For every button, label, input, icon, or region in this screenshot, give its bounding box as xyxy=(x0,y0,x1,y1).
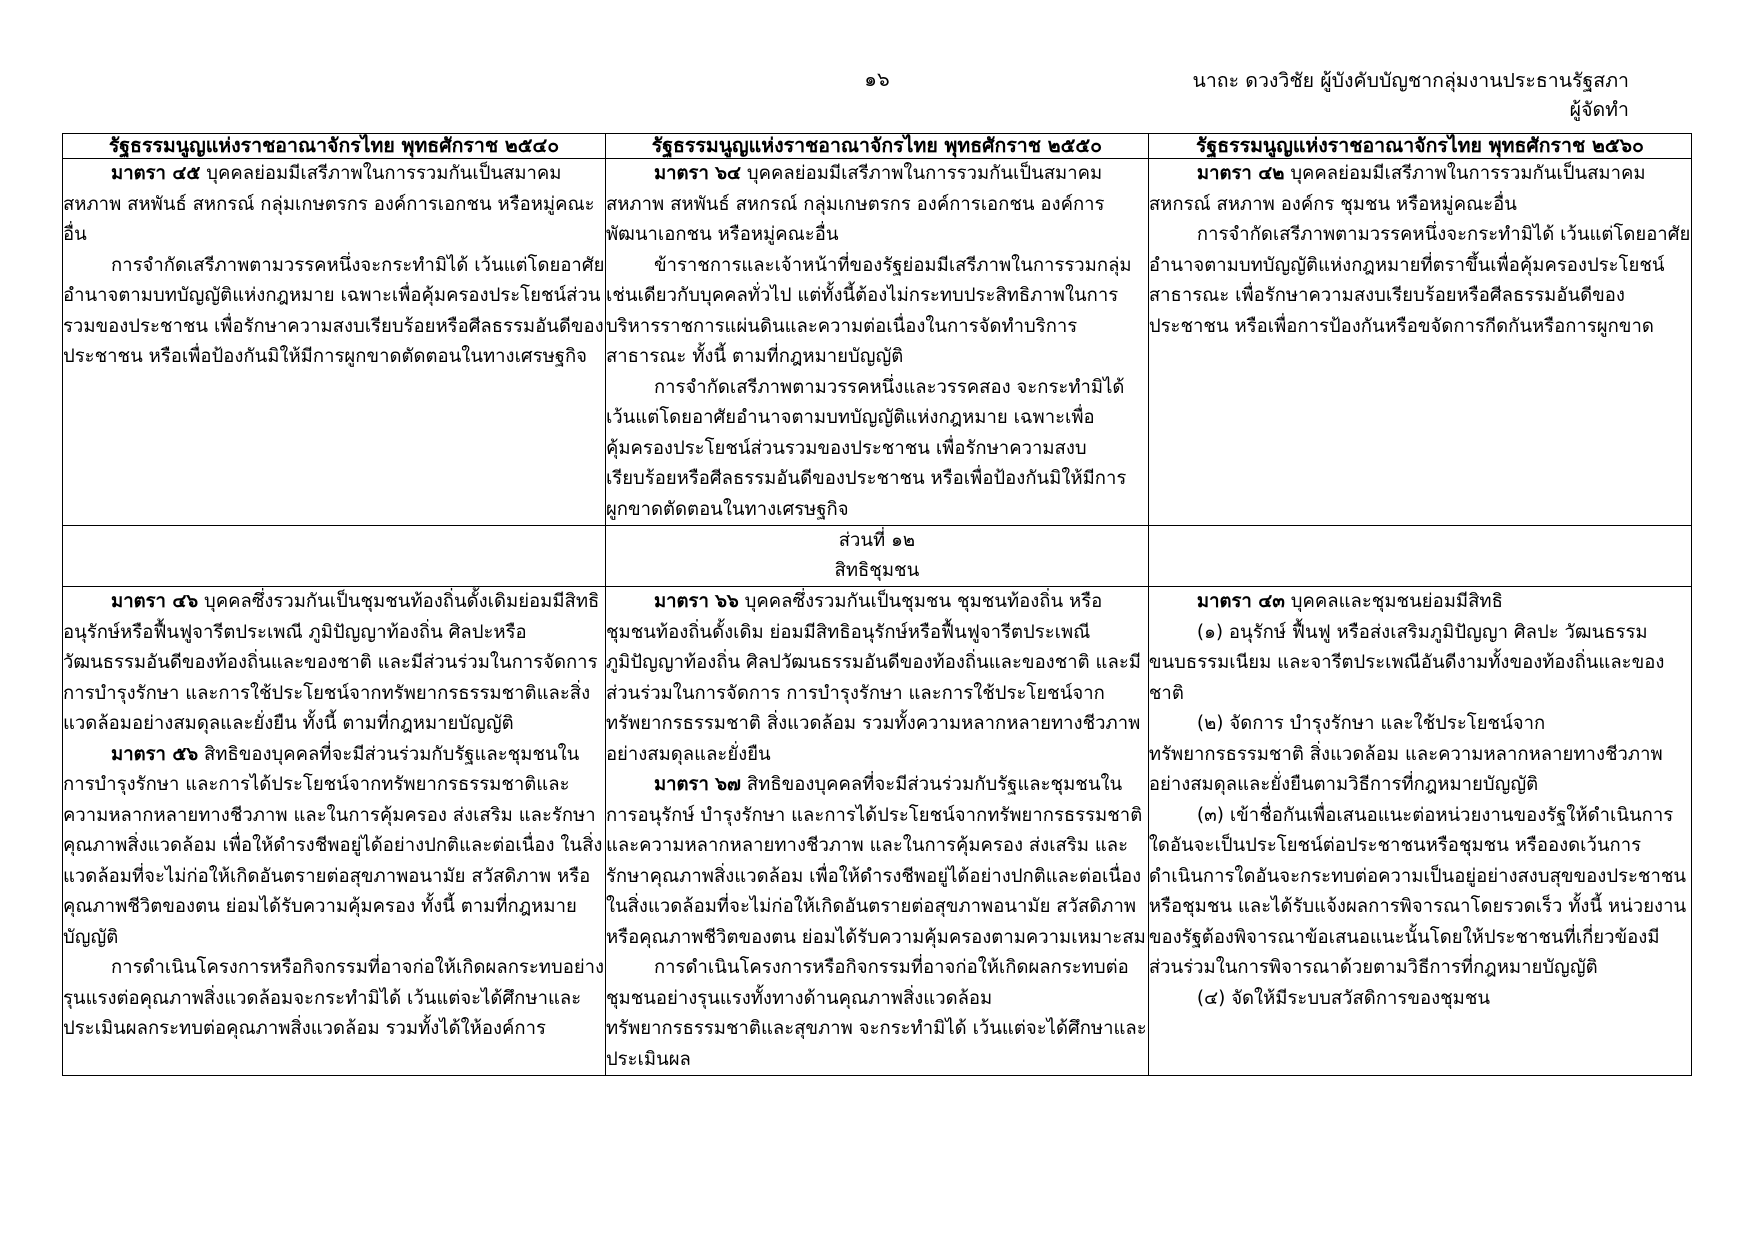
author-name: นาถะ ดวงวิชัย ผู้บังคับบัญชากลุ่มงานประธานรัฐสภา xyxy=(1192,69,1629,92)
section-divider-line-2: สิทธิชุมชน xyxy=(834,560,920,581)
table-row-section-divider xyxy=(63,526,1692,587)
cell-empty-left xyxy=(63,526,606,587)
author-block xyxy=(1193,66,1629,124)
author-role: ผู้จัดทำ xyxy=(1569,98,1629,121)
section-divider-line-1: ส่วนที่ ๑๒ xyxy=(838,530,916,551)
table-row xyxy=(63,159,1692,526)
page-number: ๑๖ xyxy=(864,67,890,91)
cell-2560-section-43: มาตรา ๔๓ บุคคลและชุมชนย่อมมีสิทธิ (๑) อนุรักษ์ ฟื้นฟู หรือส่งเสริมภูมิปัญญา ศิลปะ วัฒนธรรม ขนบธรรมเนียม และจารีตประเพณีอันดีงามทั้งของท้องถิ่นและของชาติ (๒) จัดการ บำรุงรักษา และใช้ประโยชน์จากทรัพยากรธรรมชาติ สิ่งแวดล้อม และความหลากหลายทางชีวภาพอย่างสมดุลและยั่งยืนตามวิธีการที่กฎหมายบัญญัติ (๓) เข้าชื่อกันเพื่อเสนอแนะต่อหน่วยงานของรัฐให้ดำเนินการใดอันจะเป็นประโยชน์ต่อประชาชนหรือชุมชน หรือองดเว้นการดำเนินการใดอันจะกระทบต่อความเป็นอยู่อย่างสงบสุขของประชาชนหรือชุมชน และได้รับแจ้งผลการพิจารณาโดยรวดเร็ว ทั้งนี้ หน่วยงานของรัฐต้องพิจารณาข้อเสนอแนะนั้นโดยให้ประชาชนที่เกี่ยวข้องมีส่วนร่วมในการพิจารณาด้วยตามวิธีการที่กฎหมายบัญญัติ (๔) จัดให้มีระบบสวัสดิการของชุมชน xyxy=(1148,587,1691,1076)
cell-2550-section-66: มาตรา ๖๖ บุคคลซึ่งรวมกันเป็นชุมชน ชุมชนท้องถิ่น หรือชุมชนท้องถิ่นดั้งเดิม ย่อมมีสิทธิอนุรักษ์หรือฟื้นฟูจารีตประเพณี ภูมิปัญญาท้องถิ่น ศิลปวัฒนธรรมอันดีของท้องถิ่นและของชาติ และมีส่วนร่วมในการจัดการ การบำรุงรักษา และการใช้ประโยชน์จากทรัพยากรธรรมชาติ สิ่งแวดล้อม รวมทั้งความหลากหลายทางชีวภาพอย่างสมดุลและยั่งยืน มาตรา ๖๗ สิทธิของบุคคลที่จะมีส่วนร่วมกับรัฐและชุมชนในการอนุรักษ์ บำรุงรักษา และการได้ประโยชน์จากทรัพยากรธรรมชาติและความหลากหลายทางชีวภาพ และในการคุ้มครอง ส่งเสริม และรักษาคุณภาพสิ่งแวดล้อม เพื่อให้ดำรงชีพอยู่ได้อย่างปกติและต่อเนื่องในสิ่งแวดล้อมที่จะไม่ก่อให้เกิดอันตรายต่อสุขภาพอนามัย สวัสดิภาพ หรือคุณภาพชีวิตของตน ย่อมได้รับความคุ้มครองตามความเหมาะสม การดำเนินโครงการหรือกิจกรรมที่อาจก่อให้เกิดผลกระทบต่อชุมชนอย่างรุนแรงทั้งทางด้านคุณภาพสิ่งแวดล้อม ทรัพยากรธรรมชาติและสุขภาพ จะกระทำมิได้ เว้นแต่จะได้ศึกษาและประเมินผล xyxy=(605,587,1148,1076)
cell-2540-section-46: มาตรา ๔๖ บุคคลซึ่งรวมกันเป็นชุมชนท้องถิ่นดั้งเดิมย่อมมีสิทธิอนุรักษ์หรือฟื้นฟูจารีตประเพณี ภูมิปัญญาท้องถิ่น ศิลปะหรือวัฒนธรรมอันดีของท้องถิ่นและของชาติ และมีส่วนร่วมในการจัดการ การบำรุงรักษา และการใช้ประโยชน์จากทรัพยากรธรรมชาติและสิ่งแวดล้อมอย่างสมดุลและยั่งยืน ทั้งนี้ ตามที่กฎหมายบัญญัติ มาตรา ๕๖ สิทธิของบุคคลที่จะมีส่วนร่วมกับรัฐและชุมชนในการบำรุงรักษา และการได้ประโยชน์จากทรัพยากรธรรมชาติและความหลากหลายทางชีวภาพ และในการคุ้มครอง ส่งเสริม และรักษาคุณภาพสิ่งแวดล้อม เพื่อให้ดำรงชีพอยู่ได้อย่างปกติและต่อเนื่อง ในสิ่งแวดล้อมที่จะไม่ก่อให้เกิดอันตรายต่อสุขภาพอนามัย สวัสดิภาพ หรือคุณภาพชีวิตของตน ย่อมได้รับความคุ้มครอง ทั้งนี้ ตามที่กฎหมายบัญญัติ การดำเนินโครงการหรือกิจกรรมที่อาจก่อให้เกิดผลกระทบอย่างรุนแรงต่อคุณภาพสิ่งแวดล้อมจะกระทำมิได้ เว้นแต่จะได้ศึกษาและประเมินผลกระทบต่อคุณภาพสิ่งแวดล้อม รวมทั้งได้ให้องค์การ xyxy=(63,587,606,1076)
column-header-2560: รัฐธรรมนูญแห่งราชอาณาจักรไทย พุทธศักราช ๒๕๖๐ xyxy=(1148,134,1691,159)
cell-2550-section-64: มาตรา ๖๔ บุคคลย่อมมีเสรีภาพในการรวมกันเป็นสมาคม สหภาพ สหพันธ์ สหกรณ์ กลุ่มเกษตรกร องค์การเอกชน องค์การพัฒนาเอกชน หรือหมู่คณะอื่น ข้าราชการและเจ้าหน้าที่ของรัฐย่อมมีเสรีภาพในการรวมกลุ่มเช่นเดียวกับบุคคลทั่วไป แต่ทั้งนี้ต้องไม่กระทบประสิทธิภาพในการบริหารราชการแผ่นดินและความต่อเนื่องในการจัดทำบริการสาธารณะ ทั้งนี้ ตามที่กฎหมายบัญญัติ การจำกัดเสรีภาพตามวรรคหนึ่งและวรรคสอง จะกระทำมิได้ เว้นแต่โดยอาศัยอำนาจตามบทบัญญัติแห่งกฎหมาย เฉพาะเพื่อคุ้มครองประโยชน์ส่วนรวมของประชาชน เพื่อรักษาความสงบเรียบร้อยหรือศีลธรรมอันดีของประชาชน หรือเพื่อป้องกันมิให้มีการผูกขาดตัดตอนในทางเศรษฐกิจ xyxy=(605,159,1148,526)
cell-empty-right xyxy=(1148,526,1691,587)
column-header-2550: รัฐธรรมนูญแห่งราชอาณาจักรไทย พุทธศักราช ๒๕๕๐ xyxy=(605,134,1148,159)
section-divider xyxy=(605,526,1148,587)
cell-2560-section-42: มาตรา ๔๒ บุคคลย่อมมีเสรีภาพในการรวมกันเป็นสมาคม สหกรณ์ สหภาพ องค์กร ชุมชน หรือหมู่คณะอื่น การจำกัดเสรีภาพตามวรรคหนึ่งจะกระทำมิได้ เว้นแต่โดยอาศัยอำนาจตามบทบัญญัติแห่งกฎหมายที่ตราขึ้นเพื่อคุ้มครองประโยชน์สาธารณะ เพื่อรักษาความสงบเรียบร้อยหรือศีลธรรมอันดีของประชาชน หรือเพื่อการป้องกันหรือขจัดการกีดกันหรือการผูกขาด xyxy=(1148,159,1691,526)
cell-2540-section-45: มาตรา ๔๕ บุคคลย่อมมีเสรีภาพในการรวมกันเป็นสมาคม สหภาพ สหพันธ์ สหกรณ์ กลุ่มเกษตรกร องค์การเอกชน หรือหมู่คณะอื่น การจำกัดเสรีภาพตามวรรคหนึ่งจะกระทำมิได้ เว้นแต่โดยอาศัยอำนาจตามบทบัญญัติแห่งกฎหมาย เฉพาะเพื่อคุ้มครองประโยชน์ส่วนรวมของประชาชน เพื่อรักษาความสงบเรียบร้อยหรือศีลธรรมอันดีของประชาชน หรือเพื่อป้องกันมิให้มีการผูกขาดตัดตอนในทางเศรษฐกิจ xyxy=(63,159,606,526)
column-header-2540: รัฐธรรมนูญแห่งราชอาณาจักรไทย พุทธศักราช ๒๕๔๐ xyxy=(63,134,606,159)
table-header-row xyxy=(63,134,1692,159)
page-header xyxy=(0,66,1754,126)
table-row xyxy=(63,587,1692,1076)
comparison-table xyxy=(62,133,1692,1076)
